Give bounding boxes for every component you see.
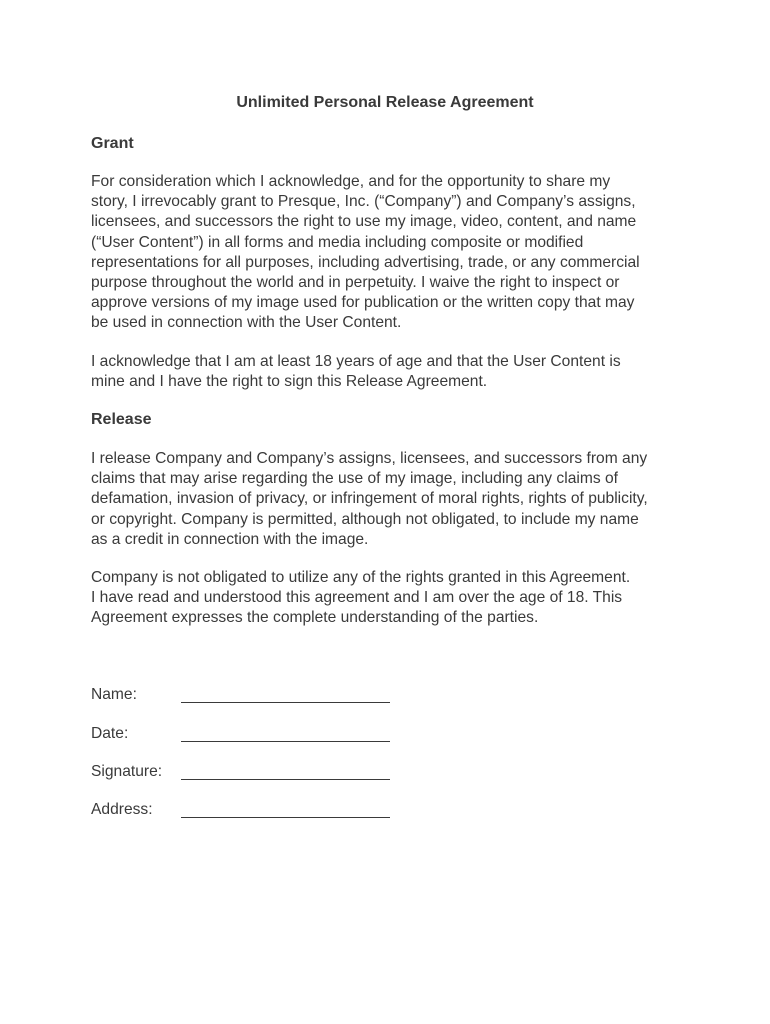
- name-field[interactable]: [181, 702, 390, 703]
- address-field[interactable]: [181, 817, 390, 818]
- text-line: or copyright. Company is permitted, although not obligated, to include my name: [91, 510, 639, 528]
- grant-paragraph-1: [91, 172, 691, 334]
- release-paragraph-1: [91, 449, 691, 550]
- address-label: Address:: [91, 801, 153, 818]
- text-line: mine and I have the right to sign this Release Agreement.: [91, 373, 488, 391]
- text-line: (“User Content”) in all forms and media including composite or modified: [91, 233, 584, 251]
- date-field[interactable]: [181, 741, 390, 742]
- grant-paragraph-2: [91, 352, 691, 392]
- text-line: be used in connection with the User Content.: [91, 314, 402, 332]
- grant-heading: Grant: [91, 135, 134, 152]
- text-line: representations for all purposes, including advertising, trade, or any commercial: [91, 253, 640, 271]
- text-line: claims that may arise regarding the use of my image, including any claims of: [91, 470, 618, 488]
- text-line: I release Company and Company’s assigns, licensees, and successors from any: [91, 450, 648, 467]
- release-heading: Release: [91, 411, 152, 428]
- text-line: Company is not obligated to utilize any of the rights granted in this Agreement.: [91, 569, 631, 586]
- release-paragraph-2: [91, 568, 691, 629]
- text-line: For consideration which I acknowledge, and for the opportunity to share my: [91, 173, 611, 190]
- text-line: approve versions of my image used for publication or the written copy that may: [91, 294, 635, 312]
- text-line: story, I irrevocably grant to Presque, Inc. (“Company”) and Company’s assigns,: [91, 193, 636, 211]
- date-label: Date:: [91, 725, 129, 742]
- document-title: Unlimited Personal Release Agreement: [236, 94, 534, 111]
- text-line: as a credit in connection with the image.: [91, 530, 369, 548]
- name-label: Name:: [91, 686, 137, 703]
- text-line: Agreement expresses the complete understanding of the parties.: [91, 609, 539, 627]
- signature-label: Signature:: [91, 763, 163, 780]
- text-line: I have read and understood this agreement and I am over the age of 18. This: [91, 589, 623, 607]
- signature-field[interactable]: [181, 779, 390, 780]
- text-line: licensees, and successors the right to use my image, video, content, and name: [91, 213, 637, 231]
- text-line: purpose throughout the world and in perpetuity. I waive the right to inspect or: [91, 274, 620, 292]
- text-line: defamation, invasion of privacy, or infringement of moral rights, rights of publicity,: [91, 490, 648, 508]
- text-line: I acknowledge that I am at least 18 years of age and that the User Content is: [91, 353, 621, 370]
